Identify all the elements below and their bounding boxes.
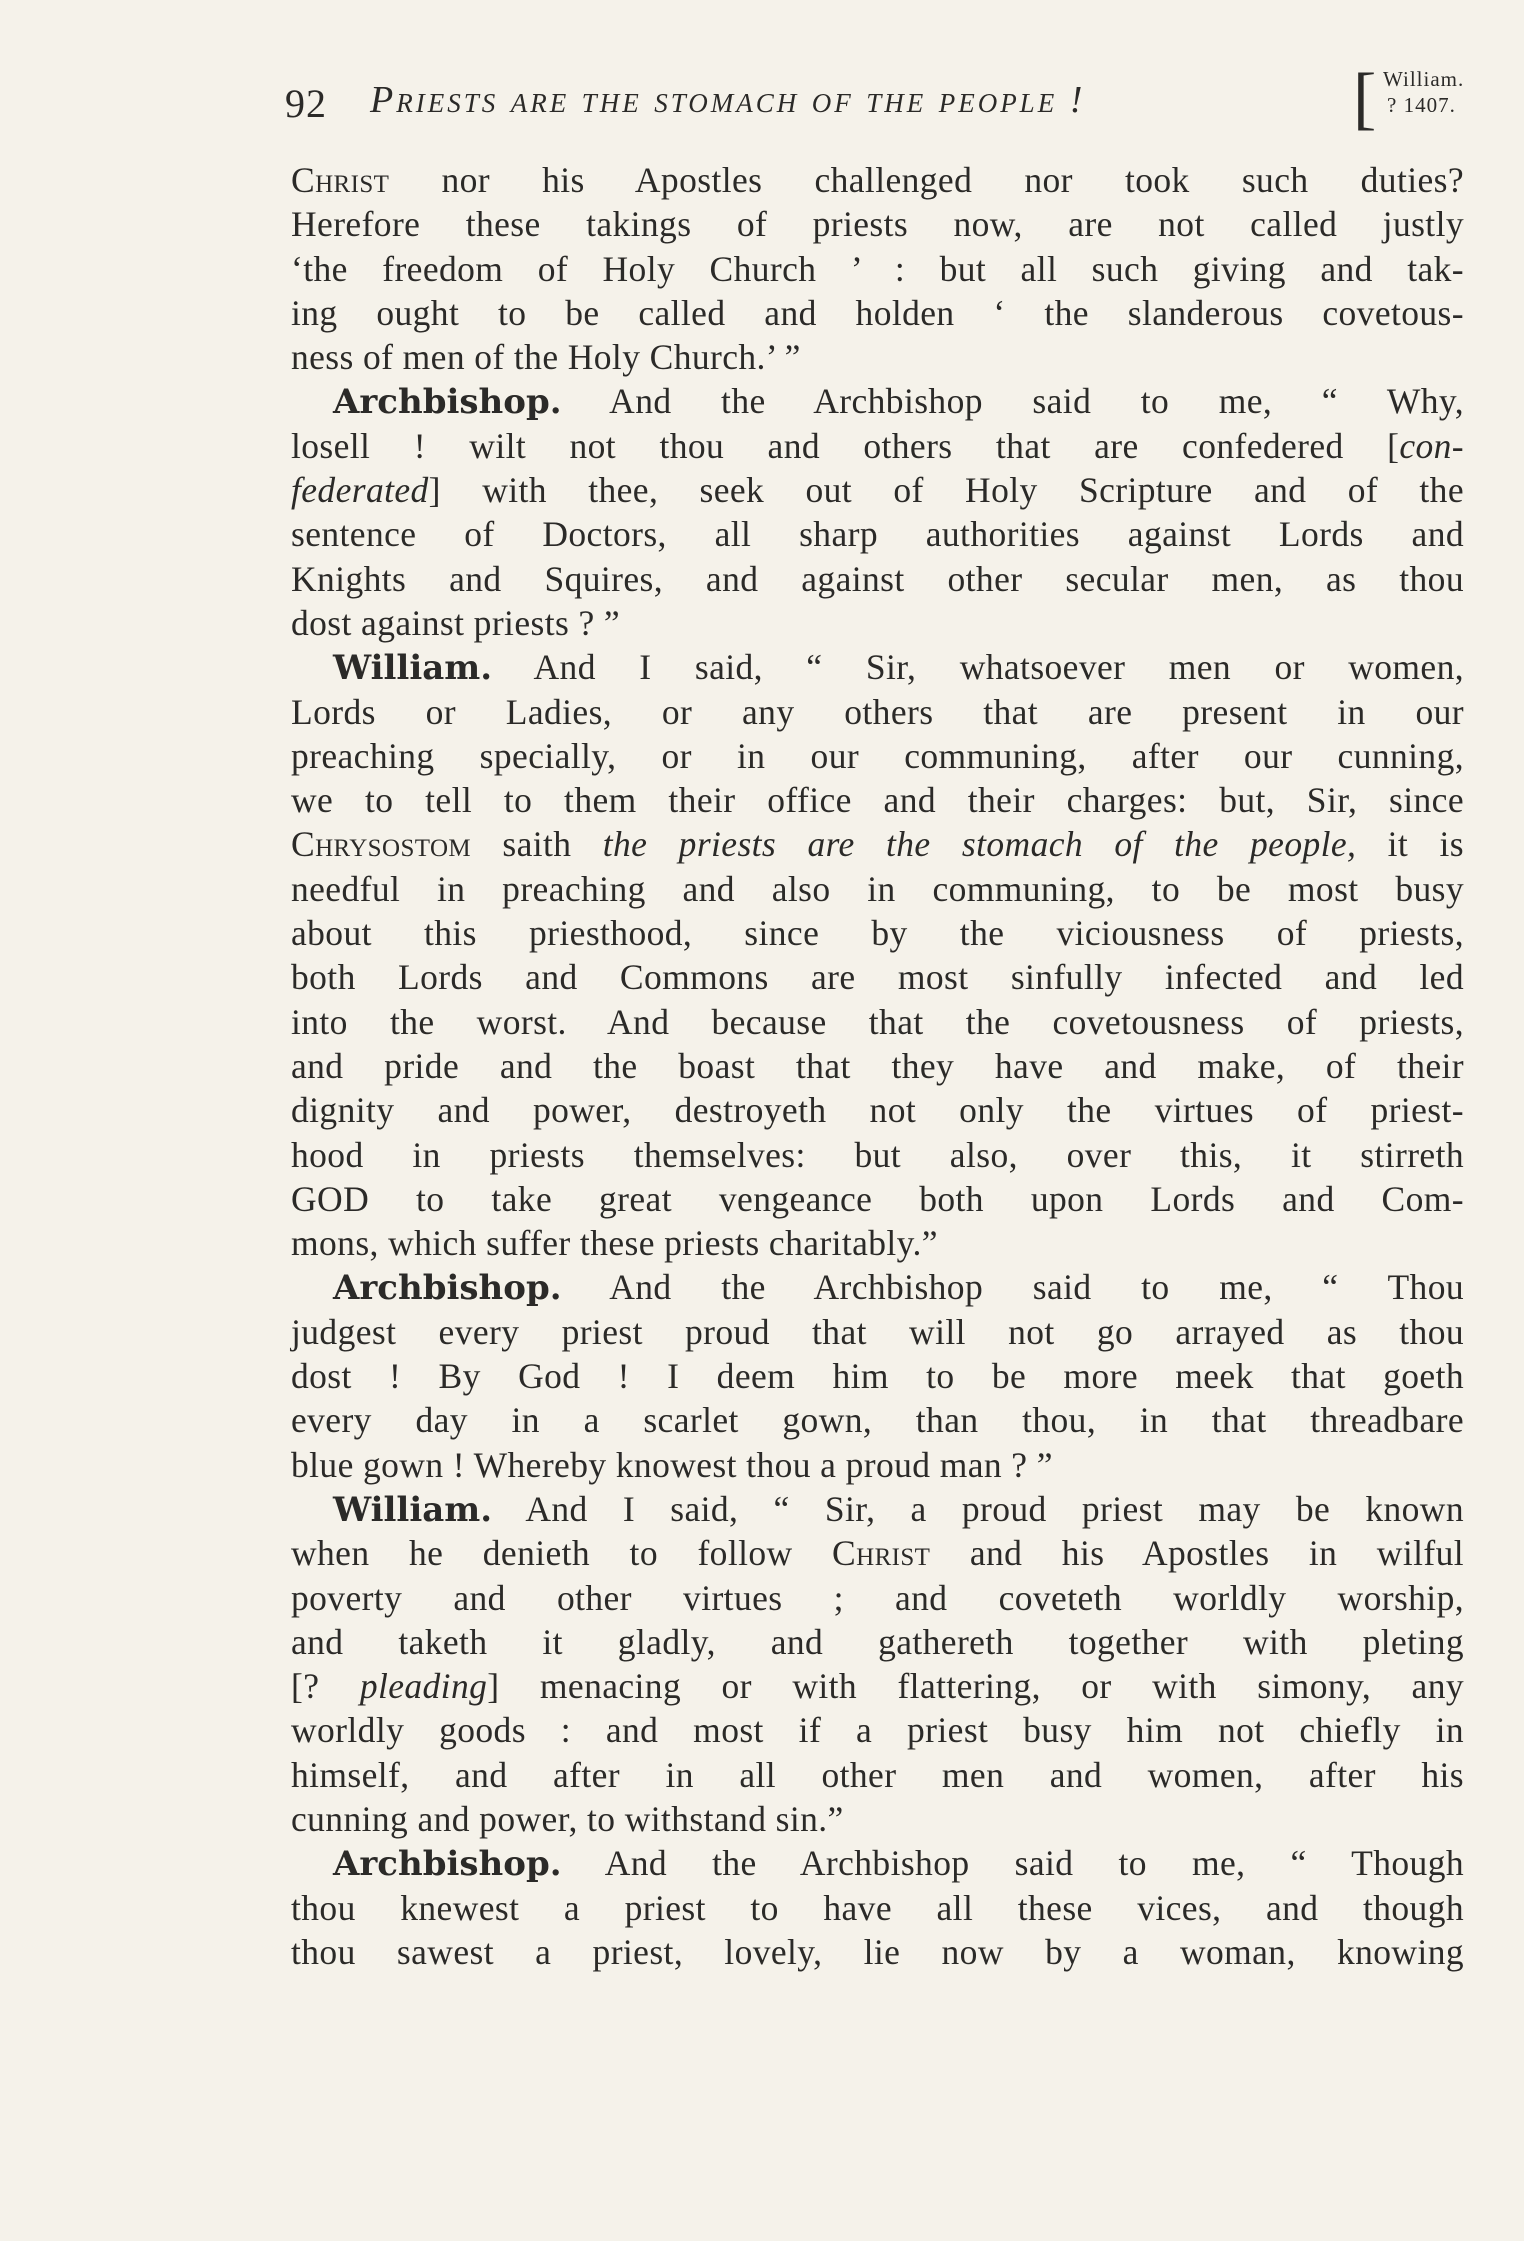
text-span: and pride and the boast that they have and make, of their	[291, 1045, 1464, 1086]
text-line	[291, 1886, 1464, 1930]
text-span: Lords or Ladies, or any others that are present in our	[291, 691, 1464, 732]
text-span: mons, which suffer these priests charitably.”	[291, 1223, 938, 1264]
text-span: himself, and after in all other men and women, after his	[291, 1754, 1464, 1795]
text-line	[291, 645, 1464, 689]
text-line	[291, 1088, 1464, 1132]
speaker-label: Archbishop.	[333, 1268, 562, 1309]
side-note-bracket: [	[1353, 60, 1377, 137]
text-span: dignity and power, destroyeth not only the virtues of priest-	[291, 1090, 1464, 1131]
text-span: needful in preaching and also in communing, to be most busy	[291, 868, 1464, 909]
text-line	[291, 690, 1464, 734]
page-number: 92	[285, 81, 327, 126]
text-line	[291, 379, 1464, 423]
text-span: dost ! By God ! I deem him to be more meek that goeth	[291, 1356, 1464, 1397]
text-line	[291, 911, 1464, 955]
text-span: [?	[291, 1666, 360, 1707]
body-text	[291, 158, 1464, 1974]
text-line	[291, 512, 1464, 556]
text-line	[291, 734, 1464, 778]
side-note-speaker: William.	[1383, 67, 1465, 91]
text-span: dost against priests ? ”	[291, 602, 621, 643]
text-line	[291, 1221, 1464, 1265]
text-span: ‘the freedom of Holy Church ’ : but all such giving and tak-	[291, 248, 1464, 289]
text-span: ness of men of the Holy Church.’ ”	[291, 337, 801, 378]
text-span: hood in priests themselves: but also, over this, it stirreth	[291, 1134, 1464, 1175]
text-span: cunning and power, to withstand sin.”	[291, 1798, 844, 1839]
text-span: GOD to take great vengeance both upon Lords and Com-	[291, 1178, 1464, 1219]
text-line	[291, 1841, 1464, 1885]
text-line	[291, 468, 1464, 512]
text-line	[291, 1620, 1464, 1664]
running-title: Priests are the stomach of the people !	[370, 79, 1086, 121]
text-span: ing ought to be called and holden ‘ the slanderous covetous-	[291, 292, 1464, 333]
text-span: blue gown ! Whereby knowest thou a proud man ? ”	[291, 1444, 1053, 1485]
text-span: pleading	[359, 1666, 488, 1707]
text-span: and his Apostles in wilful	[930, 1533, 1464, 1574]
text-line	[291, 1310, 1464, 1354]
side-note	[1383, 66, 1464, 118]
text-span: thou sawest a priest, lovely, lie now by a woman, knowing	[291, 1931, 1464, 1972]
text-span: nor his Apostles challenged nor took such duties?	[389, 160, 1464, 200]
text-line	[291, 1044, 1464, 1088]
text-span: ] menacing or with flattering, or with simony, any	[487, 1666, 1464, 1707]
text-span: con-	[1399, 425, 1464, 466]
text-span: poverty and other virtues ; and coveteth worldly worship,	[291, 1577, 1464, 1618]
text-span: And the Archbishop said to me, “ Thou	[561, 1267, 1464, 1308]
text-line	[291, 1398, 1464, 1442]
text-line	[291, 1664, 1464, 1708]
text-line	[291, 1354, 1464, 1398]
text-line	[291, 1797, 1464, 1841]
text-span: judgest every priest proud that will not go arrayed as thou	[291, 1311, 1464, 1352]
text-line	[291, 1443, 1464, 1487]
text-line	[291, 1930, 1464, 1974]
text-line	[291, 778, 1464, 822]
text-span: saith	[471, 824, 603, 865]
text-span: Herefore these takings of priests now, are not called justly	[291, 204, 1464, 245]
text-span: the priests are the stomach of the people,	[602, 824, 1357, 865]
text-span: we to tell to them their office and their charges: but, Sir, since	[291, 780, 1464, 821]
text-span: And the Archbishop said to me, “ Why,	[561, 381, 1464, 422]
text-span: about this priesthood, since by the viciousness of priests,	[291, 913, 1464, 954]
text-line	[291, 1708, 1464, 1752]
text-line	[291, 1265, 1464, 1309]
speaker-label: William.	[333, 1489, 493, 1530]
text-line	[291, 822, 1464, 866]
text-line	[291, 424, 1464, 468]
text-span: Knights and Squires, and against other secular men, as thou	[291, 558, 1464, 599]
text-span: losell ! wilt not thou and others that are confedered [	[291, 425, 1400, 466]
text-line	[291, 1576, 1464, 1620]
text-span: Chrysostom	[291, 824, 472, 865]
speaker-label: Archbishop.	[333, 382, 562, 423]
text-span: thou knewest a priest to have all these vices, and though	[291, 1887, 1464, 1928]
text-line	[291, 1487, 1464, 1531]
text-line	[291, 1531, 1464, 1575]
text-span: worldly goods : and most if a priest busy him not chiefly in	[291, 1710, 1464, 1751]
speaker-label: Archbishop.	[333, 1844, 562, 1885]
text-line	[291, 247, 1464, 291]
text-line	[291, 557, 1464, 601]
text-span: every day in a scarlet gown, than thou, in that threadbare	[291, 1400, 1464, 1441]
running-head	[285, 60, 1480, 137]
text-line	[291, 1133, 1464, 1177]
text-line	[291, 291, 1464, 335]
text-span: Christ	[832, 1533, 931, 1574]
text-line	[291, 1000, 1464, 1044]
text-span: and taketh it gladly, and gathereth together with pleting	[291, 1621, 1464, 1662]
text-span: sentence of Doctors, all sharp authorities against Lords and	[291, 514, 1464, 555]
text-span: into the worst. And because that the covetousness of priests,	[291, 1001, 1464, 1042]
text-span: preaching specially, or in our communing, after our cunning,	[291, 735, 1464, 776]
text-span: And I said, “ Sir, whatsoever men or women,	[492, 647, 1464, 688]
text-span: federated	[291, 470, 429, 511]
speaker-label: William.	[333, 648, 493, 689]
text-span: And I said, “ Sir, a proud priest may be known	[492, 1488, 1464, 1529]
text-span: And the Archbishop said to me, “ Though	[561, 1843, 1464, 1884]
text-line	[291, 867, 1464, 911]
text-span: ] with thee, seek out of Holy Scripture and of the	[428, 470, 1464, 511]
text-span: both Lords and Commons are most sinfully infected and led	[291, 957, 1464, 998]
text-line	[291, 335, 1464, 379]
text-line	[291, 158, 1464, 202]
text-span: when he denieth to follow	[291, 1533, 833, 1574]
side-note-date: ? 1407.	[1387, 93, 1456, 117]
text-span: Christ	[291, 160, 390, 200]
text-span: it is	[1356, 824, 1464, 865]
text-line	[291, 202, 1464, 246]
text-line	[291, 601, 1464, 645]
text-line	[291, 1177, 1464, 1221]
text-line	[291, 955, 1464, 999]
text-line	[291, 1753, 1464, 1797]
